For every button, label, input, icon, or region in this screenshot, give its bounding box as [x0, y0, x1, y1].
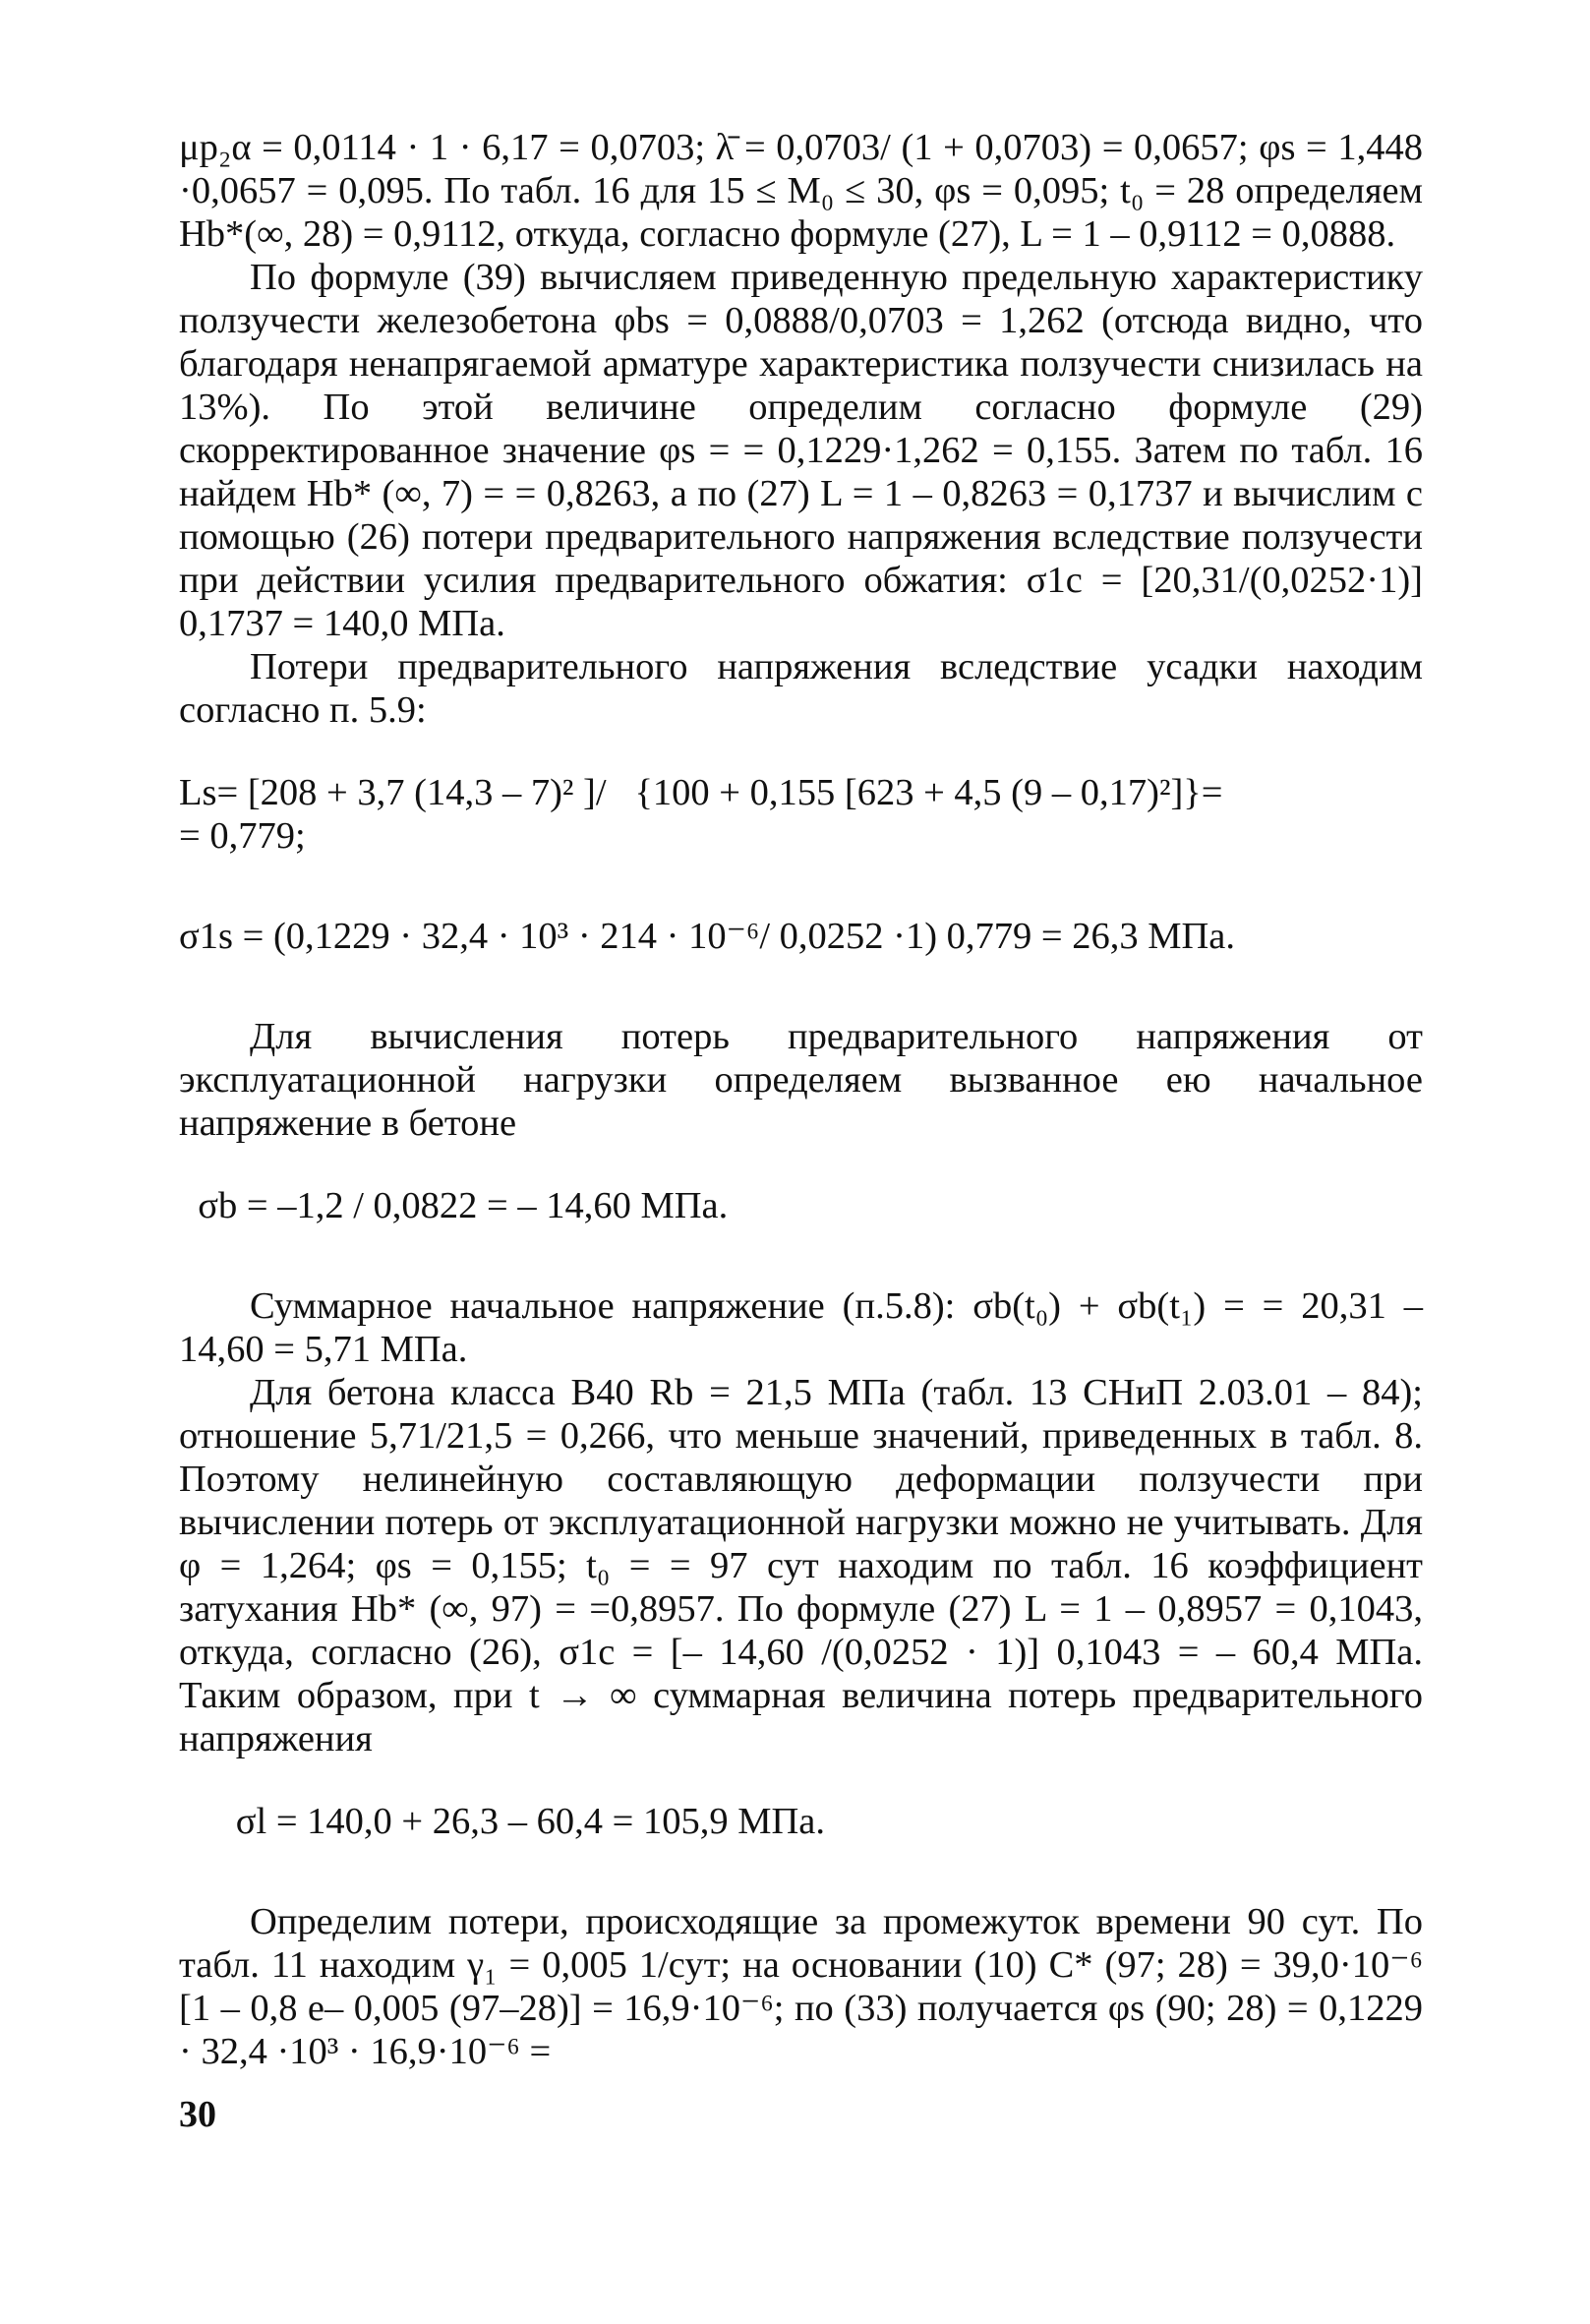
paragraph: Определим потери, происходящие за промежуток времени 90 сут. По табл. 11 находим γ₁ = 0,005 1/сут; на основании (10) C* (97; 28) = 39,0·10⁻⁶ [1 – 0,8 e– 0,005 (97–28)] = 16,9·10⁻⁶; по (33) получается φs (90; 28) = 0,1229 · 32,4 ·10³ · 16,9·10⁻⁶ = — [179, 1901, 1423, 2072]
formula: = 0,779; — [179, 815, 306, 857]
paragraph: Суммарное начальное напряжение (п.5.8): σb(t₀) + σb(t₁) = = 20,31 – 14,60 = 5,71 МПа. — [179, 1285, 1423, 1370]
formula: σl = 140,0 + 26,3 – 60,4 = 105,9 МПа. — [179, 1801, 825, 1842]
paragraph: Для бетона класса В40 Rb = 21,5 МПа (табл. 13 СНиП 2.03.01 – 84); отношение 5,71/21,5 = 0,266, что меньше значений, приведенных в табл. 8. Поэтому нелинейную составляющую деформации ползучести при вычислении потерь от эксплуатационной нагрузки можно не учитывать. Для φ = 1,264; φs = 0,155; t₀ = = 97 сут находим по табл. 16 коэффициент затухания Hb* (∞, 97) = =0,8957. По формуле (27) L = 1 – 0,8957 = 0,1043, откуда, согласно (26), σ1c = [– 14,60 /(0,0252 · 1)] 0,1043 = – 60,4 МПа. Таким образом, при t → ∞ суммарная величина потерь предварительного напряжения — [179, 1372, 1423, 1759]
page-number: 30 — [179, 2094, 216, 2135]
spacer — [179, 1227, 1423, 1284]
spacer — [179, 732, 1423, 771]
spacer — [179, 1145, 1423, 1184]
formula: σ1s = (0,1229 · 32,4 · 10³ · 214 · 10⁻⁶/ 0,0252 ·1) 0,779 = 26,3 МПа. — [179, 916, 1236, 957]
paragraph: Потери предварительного напряжения вследствие усадки находим согласно п. 5.9: — [179, 646, 1423, 731]
spacer — [179, 1843, 1423, 1900]
paragraph: Для вычисления потерь предварительного напряжения от эксплуатационной нагрузки определяем вызванное ею начальное напряжение в бетоне — [179, 1016, 1423, 1144]
spacer — [179, 958, 1423, 1015]
formula: Ls= [208 + 3,7 (14,3 – 7)² ]/ {100 + 0,155 [623 + 4,5 (9 – 0,17)²]}= — [179, 772, 1223, 813]
page-body — [179, 126, 1423, 2073]
formula: σb = –1,2 / 0,0822 = – 14,60 МПа. — [179, 1185, 729, 1226]
paragraph: По формуле (39) вычисляем приведенную предельную характеристику ползучести железобетона φbs = 0,0888/0,0703 = 1,262 (отсюда видно, что благодаря ненапрягаемой арматуре характеристика ползучести снизилась на 13%). По этой величине определим согласно формуле (29) скорректированное значение φs = = 0,1229·1,262 = 0,155. Затем по табл. 16 найдем Hb* (∞, 7) = = 0,8263, а по (27) L = 1 – 0,8263 = 0,1737 и вычислим с помощью (26) потери предварительного напряжения вследствие ползучести при действии усилия предварительного обжатия: σ1c = [20,31/(0,0252·1)] 0,1737 = 140,0 МПа. — [179, 257, 1423, 644]
paragraph: μp₂α = 0,0114 · 1 · 6,17 = 0,0703; λ̄ = 0,0703/ (1 + 0,0703) = 0,0657; φs = 1,448 ·0,0657 = 0,095. По табл. 16 для 15 ≤ M₀ ≤ 30, φs = 0,095; t₀ = 28 определяем Hb*(∞, 28) = 0,9112, откуда, согласно формуле (27), L = 1 – 0,9112 = 0,0888. — [179, 127, 1423, 255]
spacer — [179, 1760, 1423, 1800]
spacer — [179, 858, 1423, 915]
